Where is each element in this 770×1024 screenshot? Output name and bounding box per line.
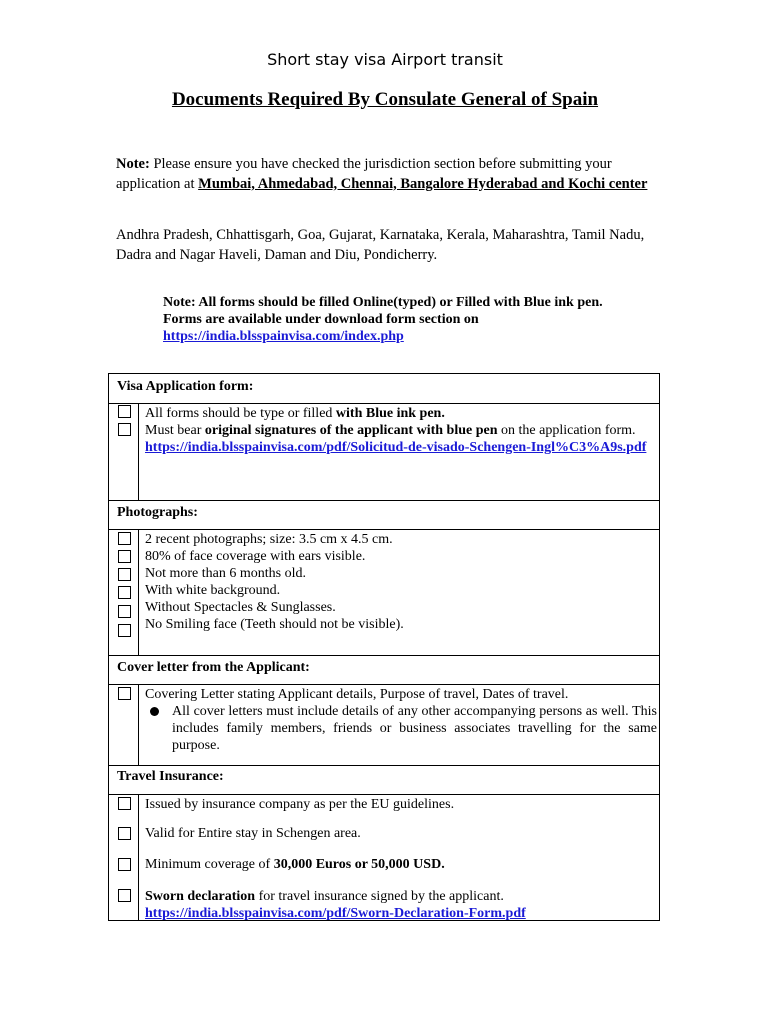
- column-divider: [138, 529, 139, 655]
- checkbox[interactable]: [118, 605, 131, 618]
- insurance-item-3-emphasis: 30,000 Euros or 50,000 USD.: [273, 857, 445, 872]
- list-item: 2 recent photographs; size: 3.5 cm x 4.5 cm.: [145, 532, 393, 547]
- cover-letter-heading: Cover letter from the Applicant:: [117, 660, 310, 675]
- checkbox[interactable]: [118, 568, 131, 581]
- row-divider: [109, 403, 659, 404]
- cover-letter-content: [145, 686, 657, 754]
- jurisdiction-note: [116, 155, 656, 194]
- checkbox[interactable]: [118, 550, 131, 563]
- list-item: With white background.: [145, 583, 281, 598]
- row-divider: [109, 500, 659, 501]
- checkbox[interactable]: [118, 624, 131, 637]
- note-text: Please ensure you have checked the jurisdiction section before submitting your application at: [116, 156, 612, 192]
- center-list: Mumbai, Ahmedabad, Chennai, Bangalore Hyderabad and Kochi center: [198, 175, 648, 192]
- checkbox[interactable]: [118, 405, 131, 418]
- bullet-icon: [150, 707, 159, 716]
- checkbox[interactable]: [118, 858, 131, 871]
- photographs-content: [145, 531, 657, 633]
- visa-application-pdf-link[interactable]: https://india.blsspainvisa.com/pdf/Solicitud-de-visado-Schengen-Ingl%C3%A9s.pdf: [145, 440, 647, 455]
- visa-form-heading: Visa Application form:: [117, 379, 254, 394]
- cover-letter-bullet-text: All cover letters must include details of any other accompanying persons as well. This includes family members, friends or business associates travelling for the same purpose.: [172, 704, 657, 753]
- download-forms-link[interactable]: https://india.blsspainvisa.com/index.php: [163, 329, 404, 344]
- column-divider: [138, 684, 139, 765]
- insurance-item-3: [145, 856, 657, 873]
- row-divider: [109, 765, 659, 766]
- row-divider: [109, 529, 659, 530]
- checkbox[interactable]: [118, 586, 131, 599]
- sworn-declaration-pdf-link[interactable]: https://india.blsspainvisa.com/pdf/Sworn-Declaration-Form.pdf: [145, 906, 526, 921]
- column-divider: [138, 403, 139, 500]
- row-divider: [109, 655, 659, 656]
- document-subtitle: Short stay visa Airport transit: [267, 50, 503, 69]
- list-item: 80% of face coverage with ears visible.: [145, 549, 366, 564]
- requirements-table: [108, 373, 660, 921]
- photographs-heading: Photographs:: [117, 505, 198, 520]
- forms-note-line1: Note: All forms should be filled Online(typed) or Filled with Blue ink pen.: [163, 295, 603, 310]
- insurance-item-4-emphasis: Sworn declaration: [145, 889, 256, 904]
- insurance-item-4: [145, 888, 657, 922]
- checkbox[interactable]: [118, 687, 131, 700]
- row-divider: [109, 684, 659, 685]
- document-title: Documents Required By Consulate General of Spain: [171, 89, 599, 110]
- visa-form-item2-suffix: on the application form.: [497, 423, 636, 438]
- visa-form-item1-emphasis: with Blue ink pen.: [335, 406, 445, 421]
- cover-letter-bullet: [145, 703, 657, 754]
- forms-note-line2: Forms are available under download form section on: [163, 312, 479, 327]
- checkbox[interactable]: [118, 423, 131, 436]
- visa-form-content: [145, 405, 657, 456]
- insurance-item-1: Issued by insurance company as per the EU guidelines.: [145, 797, 455, 812]
- states-list: Andhra Pradesh, Chhattisgarh, Goa, Gujarat, Karnataka, Kerala, Maharashtra, Tamil Nadu, Dadra and Nagar Haveli, Daman and Diu, Pondicherry.: [116, 227, 645, 263]
- note-label: Note:: [116, 156, 150, 172]
- insurance-heading: Travel Insurance:: [117, 769, 224, 784]
- list-item: Without Spectacles & Sunglasses.: [145, 600, 336, 615]
- insurance-item-4-text: for travel insurance signed by the applicant.: [255, 889, 504, 904]
- insurance-item-2: Valid for Entire stay in Schengen area.: [145, 826, 361, 841]
- checkbox[interactable]: [118, 532, 131, 545]
- column-divider: [138, 794, 139, 921]
- cover-letter-item: Covering Letter stating Applicant details, Purpose of travel, Dates of travel.: [145, 687, 569, 702]
- list-item: No Smiling face (Teeth should not be visible).: [145, 617, 404, 632]
- forms-note: [163, 294, 673, 345]
- visa-form-item2-emphasis: original signatures of the applicant with blue pen: [204, 423, 498, 438]
- row-divider: [109, 794, 659, 795]
- visa-form-item2: Must bear: [145, 423, 205, 438]
- visa-form-item1: All forms should be type or filled: [145, 406, 336, 421]
- checkbox[interactable]: [118, 797, 131, 810]
- checkbox[interactable]: [118, 889, 131, 902]
- checkbox[interactable]: [118, 827, 131, 840]
- list-item: Not more than 6 months old.: [145, 566, 306, 581]
- insurance-item-3-text: Minimum coverage of: [145, 857, 274, 872]
